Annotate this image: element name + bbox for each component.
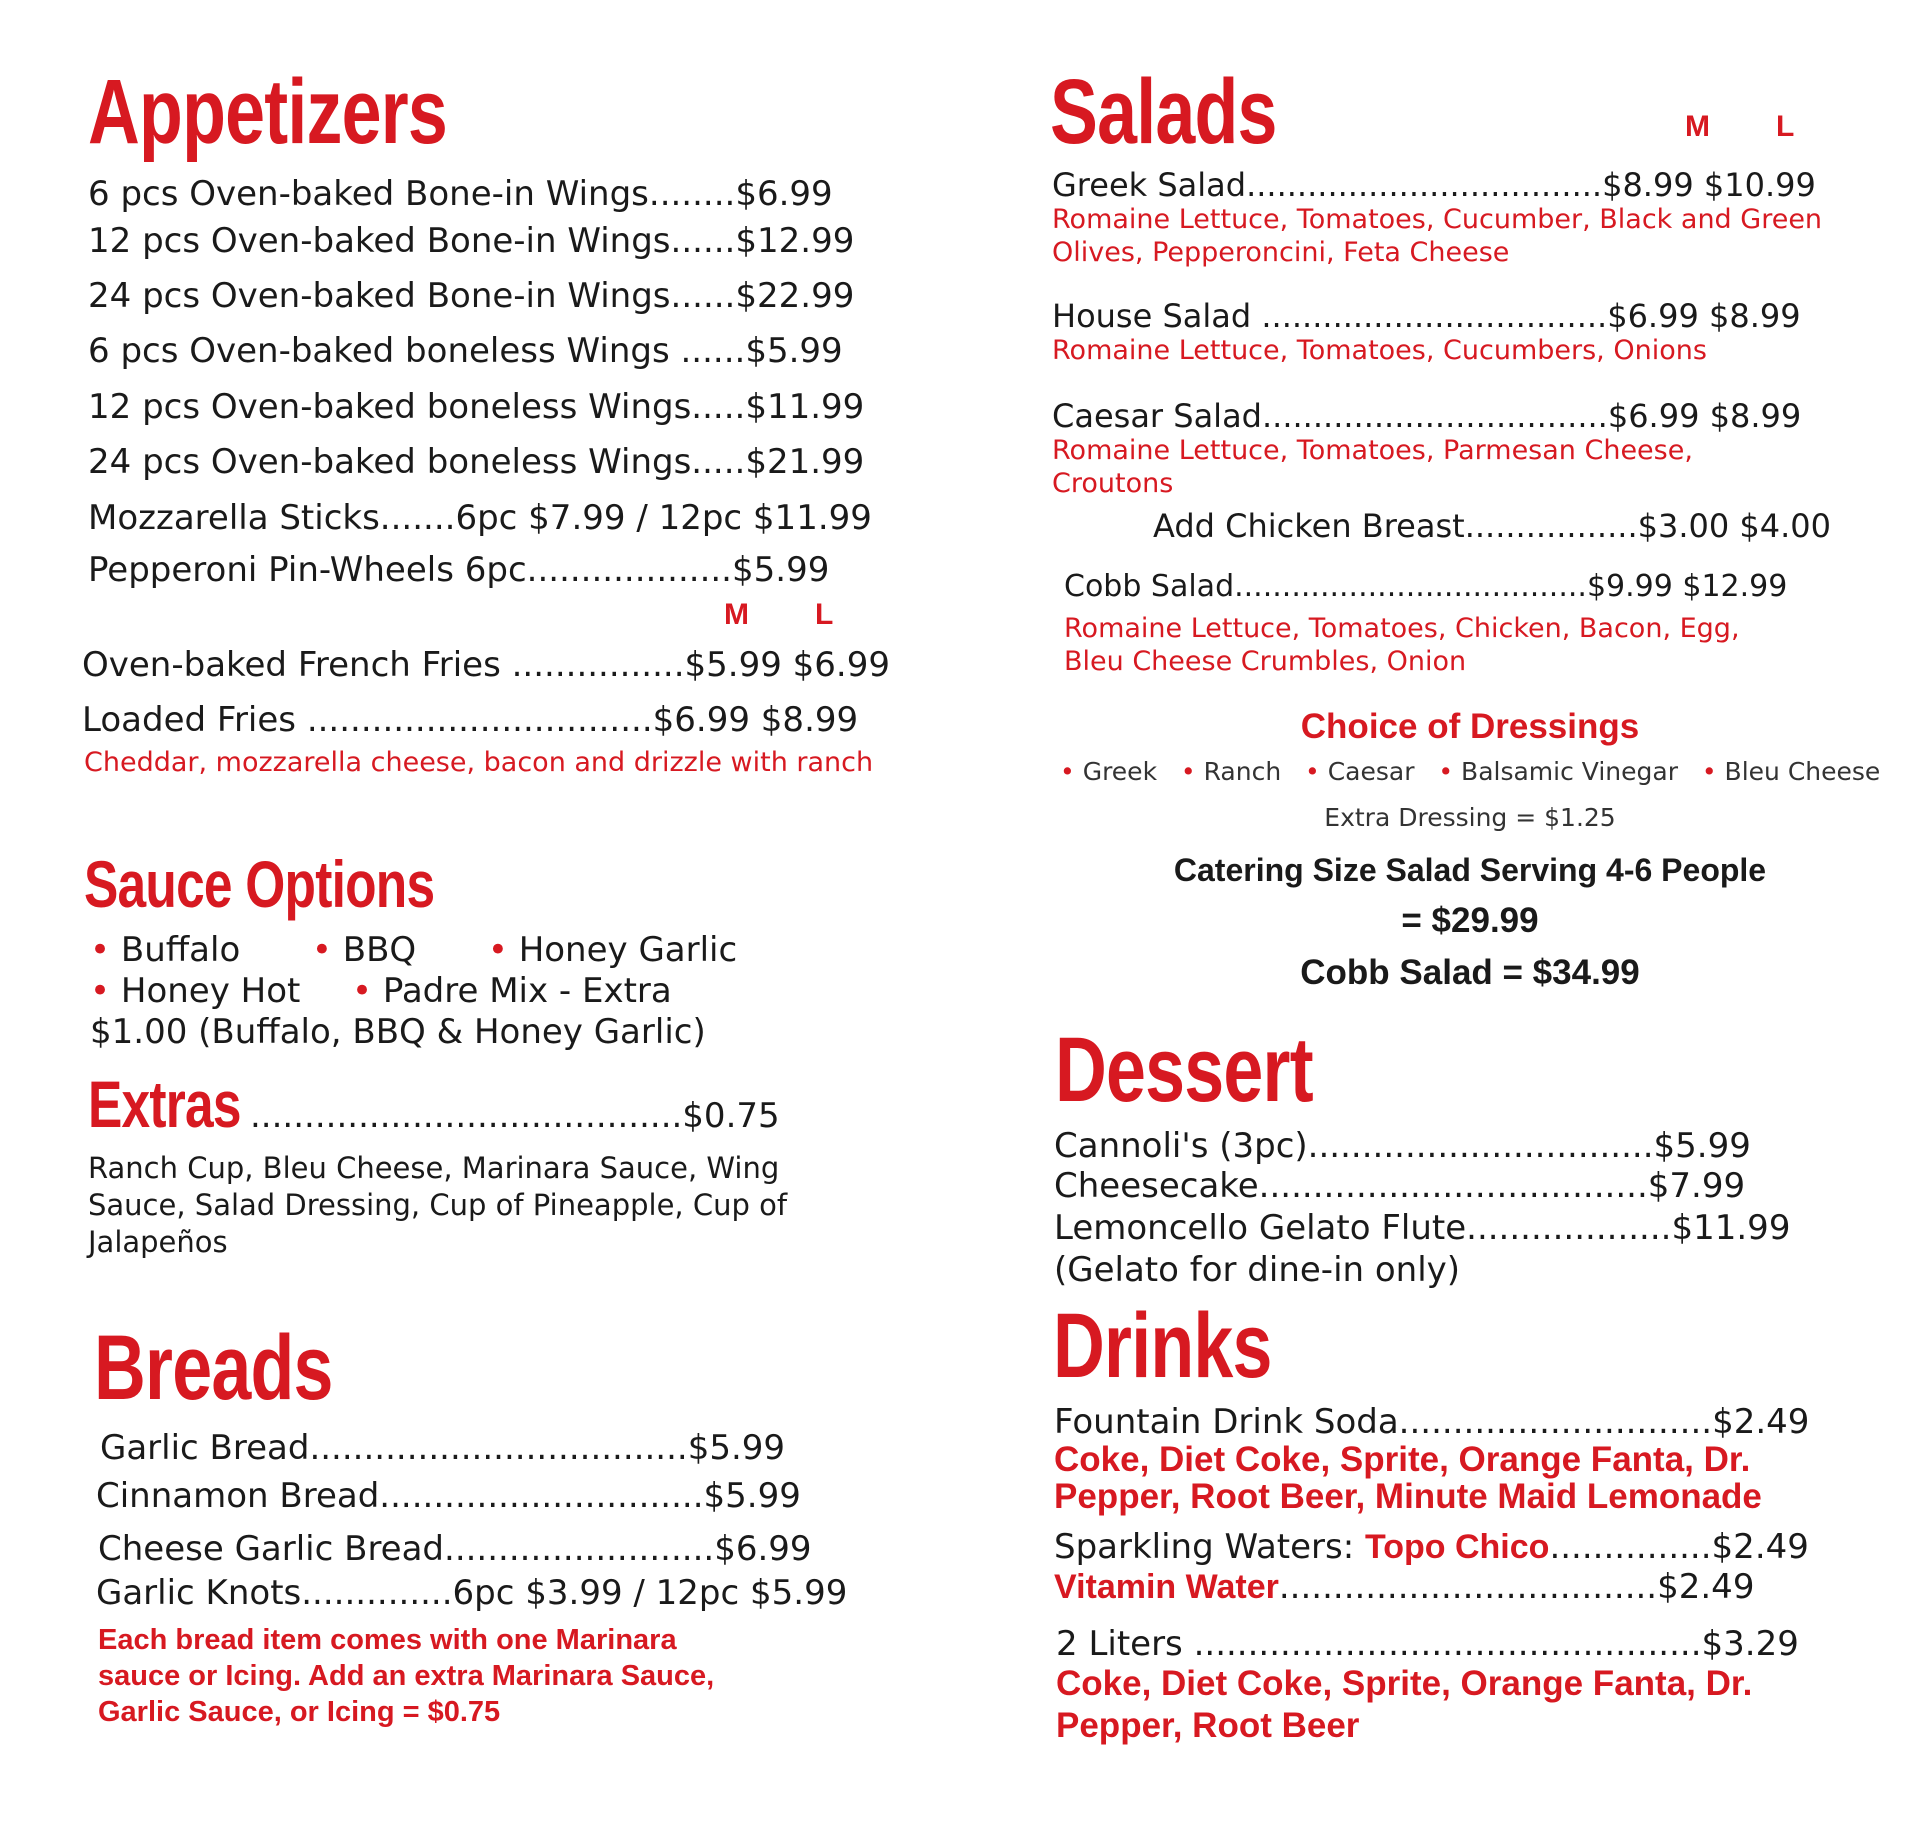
bread-note: sauce or Icing. Add an extra Marinara Sauce, xyxy=(98,1660,715,1692)
appetizers-title: Appetizers xyxy=(88,61,448,163)
drink-options: Pepper, Root Beer, Minute Maid Lemonade xyxy=(1054,1477,1762,1516)
item-description: Olives, Pepperoncini, Feta Cheese xyxy=(1052,237,1510,268)
bullet-icon: • xyxy=(90,930,111,970)
item-description: Sauce, Salad Dressing, Cup of Pineapple, Cup of xyxy=(88,1188,788,1222)
extras-price: ........................................$0.75 xyxy=(250,1096,780,1136)
extra-dressing: Extra Dressing = $1.25 xyxy=(1324,803,1616,832)
menu-item: 24 pcs Oven-baked boneless Wings.....$21.99 xyxy=(88,442,865,482)
item-description: Romaine Lettuce, Tomatoes, Chicken, Bacon, Egg, xyxy=(1064,613,1740,644)
bullet-icon: • xyxy=(1060,757,1075,786)
menu-item: 6 pcs Oven-baked boneless Wings ......$5.99 xyxy=(88,331,843,371)
bullet-icon: • xyxy=(1180,757,1196,786)
dressing-option: Greek xyxy=(1082,757,1158,786)
menu-item: 12 pcs Oven-baked Bone-in Wings......$12.99 xyxy=(88,221,855,261)
size-l-label: L xyxy=(1776,110,1795,143)
salads-title: Salads xyxy=(1050,61,1277,163)
menu-item: House Salad ..................................$6.99 $8.99 xyxy=(1052,297,1801,335)
bullet-icon: • xyxy=(351,971,373,1011)
menu-item: Greek Salad...................................$8.99 $10.99 xyxy=(1052,166,1816,204)
item-description: Romaine Lettuce, Tomatoes, Cucumbers, Onions xyxy=(1052,335,1707,366)
sauce-line xyxy=(90,971,672,1011)
sauce-option: Buffalo xyxy=(120,930,241,970)
item-description: Romaine Lettuce, Tomatoes, Cucumber, Black and Green xyxy=(1052,204,1823,235)
menu-item: Garlic Knots..............6pc $3.99 / 12pc $5.99 xyxy=(96,1573,848,1613)
sauce-line xyxy=(90,930,737,970)
bullet-icon: • xyxy=(90,971,111,1011)
size-m-label: M xyxy=(1685,110,1710,143)
menu-item: 2 Liters ...............................................$3.29 xyxy=(1056,1624,1799,1664)
bullet-icon: • xyxy=(487,930,508,970)
size-l-label: L xyxy=(815,598,834,631)
drinks-title: Drinks xyxy=(1053,1295,1272,1397)
bullet-icon: • xyxy=(311,930,332,970)
catering-line: Catering Size Salad Serving 4-6 People xyxy=(1173,852,1767,888)
item-description: Bleu Cheese Crumbles, Onion xyxy=(1064,646,1467,677)
item-description: Jalapeños xyxy=(88,1225,228,1259)
menu-item: 6 pcs Oven-baked Bone-in Wings........$6.99 xyxy=(88,174,833,214)
menu-item: Cheese Garlic Bread.........................$6.99 xyxy=(98,1529,812,1569)
menu-item: Garlic Bread...................................$5.99 xyxy=(100,1428,786,1468)
item-description: Ranch Cup, Bleu Cheese, Marinara Sauce, Wing xyxy=(88,1151,780,1185)
menu-item: Cheesecake....................................$7.99 xyxy=(1054,1166,1746,1206)
menu-item: 24 pcs Oven-baked Bone-in Wings......$22.99 xyxy=(88,276,855,316)
menu-item: 12 pcs Oven-baked boneless Wings.....$11.99 xyxy=(88,387,865,427)
menu-item: Cinnamon Bread..............................$5.99 xyxy=(96,1476,801,1516)
sauce-option: BBQ xyxy=(342,930,417,970)
sauce-option: Padre Mix - Extra xyxy=(382,971,672,1011)
item-description: Croutons xyxy=(1052,468,1174,499)
sauce-option: Honey Hot xyxy=(120,971,301,1011)
breads-title: Breads xyxy=(94,1317,333,1419)
menu-item: (Gelato for dine-in only) xyxy=(1054,1250,1461,1290)
drink-brand: Vitamin Water xyxy=(1054,1568,1279,1606)
menu-item xyxy=(1054,1527,1809,1567)
bread-note: Each bread item comes with one Marinara xyxy=(98,1624,677,1656)
catering-line: = $29.99 xyxy=(1401,901,1539,940)
dressing-option: Bleu Cheese xyxy=(1724,757,1881,786)
menu-item: Cannoli's (3pc)................................$5.99 xyxy=(1054,1126,1751,1166)
menu-item: Mozzarella Sticks.......6pc $7.99 / 12pc $11.99 xyxy=(88,498,872,538)
drink-options: Coke, Diet Coke, Sprite, Orange Fanta, Dr. xyxy=(1056,1664,1753,1703)
drink-price: ...................................$2.49 xyxy=(1278,1567,1755,1607)
drink-brand: Topo Chico xyxy=(1364,1528,1550,1566)
drink-options: Pepper, Root Beer xyxy=(1056,1706,1360,1745)
menu-item: Cobb Salad.....................................$9.99 $12.99 xyxy=(1064,569,1788,604)
dressing-option: Caesar xyxy=(1327,757,1415,786)
extras-title: Extras xyxy=(88,1067,241,1141)
menu-item: Lemoncello Gelato Flute...................$11.99 xyxy=(1054,1208,1791,1248)
dessert-title: Dessert xyxy=(1055,1019,1313,1121)
drink-price: ...............$2.49 xyxy=(1549,1527,1809,1567)
menu-item xyxy=(1054,1567,1754,1607)
drink-options: Coke, Diet Coke, Sprite, Orange Fanta, Dr. xyxy=(1054,1440,1751,1479)
sauce-title: Sauce Options xyxy=(84,847,435,921)
menu-item: Fountain Drink Soda.............................$2.49 xyxy=(1054,1402,1810,1442)
item-description: Cheddar, mozzarella cheese, bacon and drizzle with ranch xyxy=(84,747,874,778)
dressing-option: Balsamic Vinegar xyxy=(1461,757,1678,786)
menu-item: Oven-baked French Fries ................$5.99 $6.99 xyxy=(82,645,890,685)
bullet-icon: • xyxy=(1305,757,1320,786)
bullet-icon: • xyxy=(1438,757,1454,786)
bullet-icon: • xyxy=(1701,757,1717,786)
menu-item: Caesar Salad..................................$6.99 $8.99 xyxy=(1052,397,1802,435)
item-description: Romaine Lettuce, Tomatoes, Parmesan Cheese, xyxy=(1052,435,1693,466)
menu-item: Loaded Fries ................................$6.99 $8.99 xyxy=(82,700,859,740)
menu-item: Pepperoni Pin-Wheels 6pc...................$5.99 xyxy=(88,550,830,590)
dressings-list xyxy=(1060,756,1880,788)
dressings-title: Choice of Dressings xyxy=(1300,707,1640,746)
sauce-line: $1.00 (Buffalo, BBQ & Honey Garlic) xyxy=(90,1012,706,1052)
size-m-label: M xyxy=(724,598,749,631)
sauce-option: Honey Garlic xyxy=(518,930,738,970)
sparkling-label: Sparkling Waters: xyxy=(1054,1527,1365,1567)
catering-line: Cobb Salad = $34.99 xyxy=(1300,953,1640,992)
dressing-option: Ranch xyxy=(1203,757,1282,786)
bread-note: Garlic Sauce, or Icing = $0.75 xyxy=(98,1696,501,1728)
menu-item: Add Chicken Breast.................$3.00 $4.00 xyxy=(1153,507,1831,545)
